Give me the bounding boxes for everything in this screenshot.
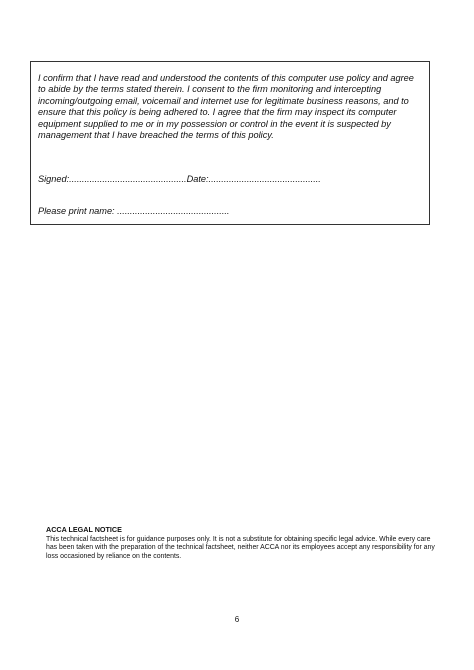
consent-box	[30, 61, 430, 225]
consent-statement: I confirm that I have read and understood the contents of this computer use policy and agree to abide by the terms stated therein. I consent to the firm monitoring and intercepting incoming/outgoing email, voicemail and internet use for legitimate business reasons, and to ensure that this policy is being adhered to. I agree that the firm may inspect its computer equipment supplied to me or in my possession or control in the event it is suspected by management that I have breached the terms of this policy.	[38, 73, 414, 141]
print-name-line: Please print name: ............................................	[38, 206, 230, 216]
legal-notice-heading: ACCA LEGAL NOTICE	[46, 525, 122, 534]
legal-notice-body: This technical factsheet is for guidance purposes only. It is not a substitute for obtaining specific legal advice. While every care has been taken with the preparation of the technical factsheet, neither ACCA nor its employees accept any responsibility for any loss occasioned by reliance on the contents.	[46, 535, 435, 560]
legal-notice	[46, 526, 436, 561]
page-number: 6	[234, 615, 240, 624]
signed-date-line: Signed:..............................................Date:............................................	[38, 174, 321, 184]
